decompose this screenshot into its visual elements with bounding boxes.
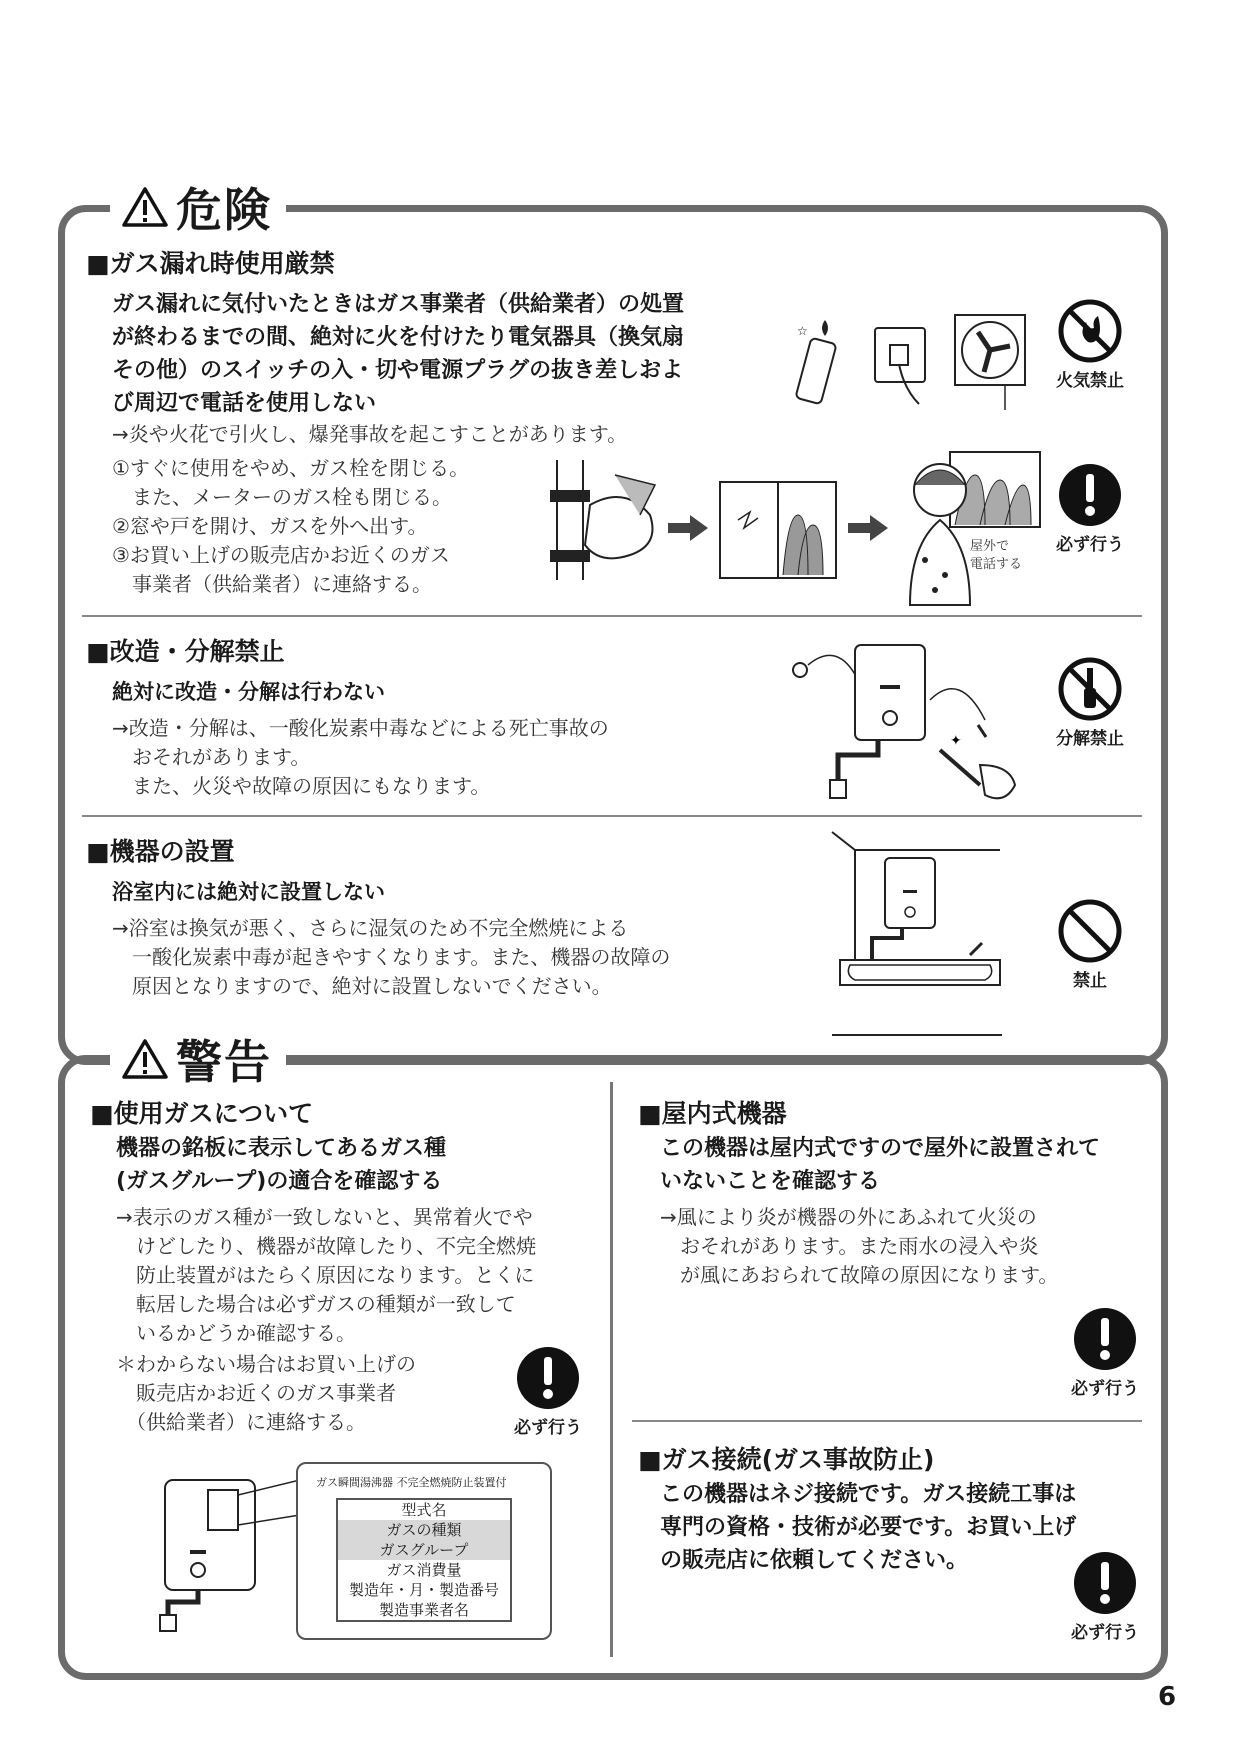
gas-leak-main-4: び周辺で電話を使用しない	[112, 391, 377, 416]
no-fire-icon	[1057, 298, 1123, 364]
gas-type-heading: ■使用ガスについて	[90, 1099, 314, 1128]
warning-column-divider	[610, 1082, 613, 1657]
sign-must-do-4-label: 必ず行う	[1071, 1623, 1139, 1643]
sign-no-fire	[1030, 298, 1150, 391]
gas-type-main-2: (ガスグループ)の適合を確認する	[116, 1169, 443, 1194]
gas-leak-main-1: ガス漏れに気付いたときはガス事業者（供給業者）の処置	[112, 292, 685, 317]
divider-2	[82, 815, 1142, 817]
nameplate-row: ガス消費量	[386, 1561, 462, 1579]
sign-must-do-2-label: 必ず行う	[514, 1418, 582, 1438]
divider-3	[632, 1420, 1142, 1422]
fire-sources-illustration	[795, 300, 1035, 415]
gas-type-note-5: いるかどうか確認する。	[116, 1321, 356, 1345]
nameplate-row: 製造事業者名	[378, 1601, 469, 1619]
arrow-right-icon	[668, 515, 708, 541]
modify-heading: ■改造・分解禁止	[86, 637, 285, 666]
outdoor-label-2: 電話する	[970, 557, 1023, 572]
modify-main: 絶対に改造・分解は行わない	[112, 680, 385, 704]
must-do-icon-2	[515, 1345, 581, 1411]
install-note-1: →浴室は換気が悪く、さらに湿気のため不完全燃焼による	[112, 916, 629, 940]
must-do-icon-4	[1072, 1550, 1138, 1616]
sign-prohibited-label: 禁止	[1073, 971, 1107, 991]
gas-leak-step-2: ②窓や戸を開け、ガスを外へ出す。	[112, 514, 428, 538]
sign-no-disassembly	[1030, 656, 1150, 749]
prohibited-icon	[1057, 898, 1123, 964]
gas-leak-step-3: ③お買い上げの販売店かお近くのガス	[112, 543, 450, 567]
warning-title-text: 警告	[176, 1035, 272, 1089]
svg-text:☆: ☆	[797, 324, 808, 338]
modify-note-2: おそれがあります。	[112, 745, 311, 769]
gas-leak-main-2: が終わるまでの間、絶対に火を付けたり電気器具（換気扇	[112, 325, 685, 350]
page-number: 6	[1158, 1682, 1177, 1712]
gas-leak-step-1b: また、メーターのガス栓も閉じる。	[112, 485, 452, 509]
gas-type-note-1: →表示のガス種が一致しないと、異常着火でや	[116, 1205, 533, 1229]
sign-must-do-1-label: 必ず行う	[1056, 535, 1124, 555]
outdoor-label-1: 屋外で	[970, 539, 1010, 554]
gas-leak-note: →炎や火花で引火し、爆発事故を起こすことがあります。	[112, 422, 628, 446]
sign-prohibited	[1030, 898, 1150, 991]
install-heading: ■機器の設置	[86, 837, 235, 866]
gas-leak-step-3b: 事業者（供給業者）に連絡する。	[112, 572, 432, 596]
modify-note-3: また、火災や故障の原因にもなります。	[112, 774, 491, 798]
must-do-icon-3	[1072, 1306, 1138, 1372]
sign-must-do-1	[1030, 462, 1150, 555]
disassembly-illustration	[790, 640, 1030, 805]
gas-type-note-4: 転居した場合は必ずガスの種類が一致して	[116, 1292, 516, 1316]
sign-must-do-3	[1045, 1306, 1165, 1399]
indoor-note-2: おそれがあります。また雨水の浸入や炎	[660, 1234, 1039, 1258]
indoor-main-1: この機器は屋内式ですので屋外に設置されて	[660, 1136, 1101, 1161]
gas-leak-heading: ■ガス漏れ時使用厳禁	[86, 249, 335, 278]
gas-connect-main-1: この機器はネジ接続です。ガス接続工事は	[660, 1482, 1077, 1507]
nameplate-row: 製造年・月・製造番号	[348, 1581, 499, 1599]
install-note-2: 一酸化炭素中毒が起きやすくなります。また、機器の故障の	[112, 945, 671, 969]
danger-title-text: 危険	[176, 183, 272, 237]
gas-type-asterisk-3: （供給業者）に連絡する。	[116, 1410, 366, 1434]
nameplate-row: ガスグループ	[338, 1540, 510, 1560]
nameplate-row: ガスの種類	[338, 1520, 510, 1540]
gas-type-note-3: 防止装置がはたらく原因になります。とくに	[116, 1263, 535, 1287]
open-window-illustration	[718, 480, 838, 580]
warning-triangle-icon-2	[122, 1038, 168, 1080]
arrow-right-icon-2	[848, 515, 888, 541]
gas-connect-main-2: 専門の資格・技術が必要です。お買い上げ	[660, 1515, 1077, 1540]
nameplate	[296, 1462, 552, 1640]
bathroom-illustration	[830, 830, 1005, 1040]
install-main: 浴室内には絶対に設置しない	[112, 880, 385, 904]
sign-must-do-2	[488, 1345, 608, 1438]
modify-note-1: →改造・分解は、一酸化炭素中毒などによる死亡事故の	[112, 716, 609, 740]
gas-connect-heading: ■ガス接続(ガス事故防止)	[638, 1445, 935, 1474]
heater-illustration	[150, 1475, 300, 1635]
indoor-main-2: いないことを確認する	[660, 1169, 881, 1194]
warning-triangle-icon	[122, 186, 168, 228]
close-valve-illustration	[545, 455, 665, 585]
nameplate-row: 型式名	[401, 1501, 447, 1519]
indoor-note-1: →風により炎が機器の外にあふれて火災の	[660, 1205, 1037, 1229]
nameplate-header: ガス瞬間湯沸器 不完全燃焼防止装置付	[316, 1476, 507, 1489]
divider-1	[82, 615, 1142, 617]
sign-no-fire-label: 火気禁止	[1056, 371, 1124, 391]
gas-connect-main-3: の販売店に依頼してください。	[660, 1548, 969, 1573]
sign-must-do-4	[1045, 1550, 1165, 1643]
gas-type-note-2: けどしたり、機器が故障したり、不完全燃焼	[116, 1234, 536, 1258]
no-disassembly-icon	[1057, 656, 1123, 722]
sign-must-do-3-label: 必ず行う	[1071, 1379, 1139, 1399]
must-do-icon	[1057, 462, 1123, 528]
nameplate-table	[336, 1498, 512, 1622]
danger-title	[110, 174, 286, 240]
svg-text:✦: ✦	[950, 733, 962, 749]
sign-no-disassembly-label: 分解禁止	[1056, 729, 1124, 749]
outdoor-phone-illustration	[895, 450, 1045, 610]
gas-leak-step-1: ①すぐに使用をやめ、ガス栓を閉じる。	[112, 456, 470, 480]
gas-type-asterisk-2: 販売店かお近くのガス事業者	[116, 1381, 396, 1405]
gas-type-main-1: 機器の銘板に表示してあるガス種	[116, 1136, 447, 1161]
indoor-note-3: が風にあおられて故障の原因になります。	[660, 1263, 1059, 1287]
gas-type-asterisk-1: ＊わからない場合はお買い上げの	[116, 1352, 416, 1376]
gas-leak-main-3: その他）のスイッチの入・切や電源プラグの抜き差しおよ	[112, 358, 684, 383]
install-note-3: 原因となりますので、絶対に設置しないでください。	[112, 974, 612, 998]
indoor-heading: ■屋内式機器	[638, 1099, 787, 1128]
warning-title	[110, 1026, 286, 1092]
